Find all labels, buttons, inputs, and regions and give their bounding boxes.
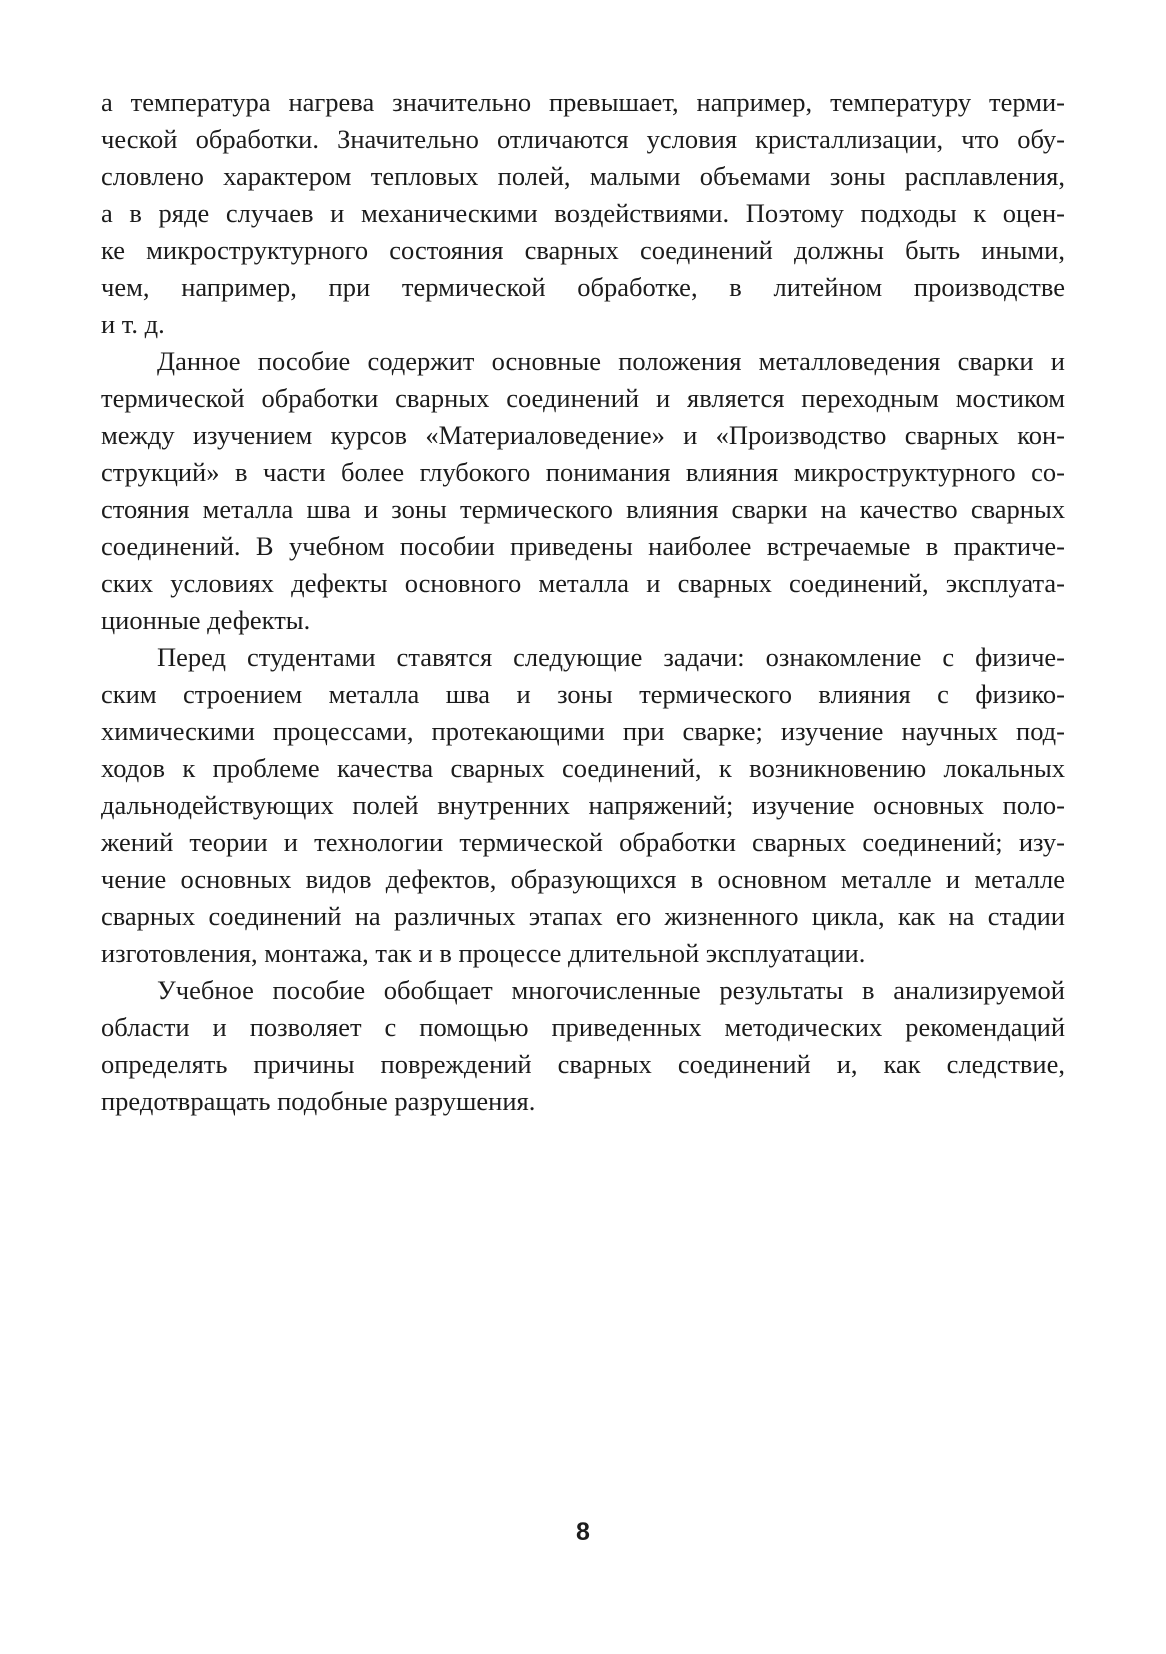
text-line: определять причины повреждений сварных соединений и, как следствие,	[101, 1049, 1065, 1079]
text-line: термической обработки сварных соединений и является переходным мостиком	[101, 383, 1065, 413]
text-line: словлено характером тепловых полей, малыми объемами зоны расплавления,	[101, 161, 1065, 191]
text-line: ционные дефекты.	[101, 605, 311, 635]
text-line: области и позволяет с помощью приведенных методических рекомендаций	[101, 1012, 1065, 1042]
text-line: изготовления, монтажа, так и в процессе длительной эксплуатации.	[101, 938, 866, 968]
text-line: предотвращать подобные разрушения.	[101, 1086, 536, 1116]
text-line: жений теории и технологии термической обработки сварных соединений; изу-	[101, 827, 1065, 857]
paragraph-2	[101, 343, 1065, 639]
text-line: сварных соединений на различных этапах его жизненного цикла, как на стадии	[101, 901, 1065, 931]
text-line: дальнодействующих полей внутренних напряжений; изучение основных поло-	[101, 790, 1065, 820]
text-line: ским строением металла шва и зоны термического влияния с физико-	[101, 679, 1065, 709]
text-line: ских условиях дефекты основного металла и сварных соединений, эксплуата-	[101, 568, 1065, 598]
body-text	[101, 84, 1065, 1120]
paragraph-1	[101, 84, 1065, 343]
text-line: соединений. В учебном пособии приведены наиболее встречаемые в практиче-	[101, 531, 1065, 561]
paragraph-4	[101, 972, 1065, 1120]
text-line: Учебное пособие обобщает многочисленные результаты в анализируемой	[157, 975, 1065, 1005]
text-line: а температура нагрева значительно превышает, например, температуру терми-	[101, 87, 1065, 117]
page-number: 8	[576, 1518, 590, 1546]
text-line: ческой обработки. Значительно отличаются условия кристаллизации, что обу-	[101, 124, 1065, 154]
text-line: и т. д.	[101, 309, 165, 339]
text-line: ке микроструктурного состояния сварных соединений должны быть иными,	[101, 235, 1065, 265]
text-line: Данное пособие содержит основные положения металловедения сварки и	[157, 346, 1065, 376]
text-line: а в ряде случаев и механическими воздействиями. Поэтому подходы к оцен-	[101, 198, 1065, 228]
text-line: стояния металла шва и зоны термического влияния сварки на качество сварных	[101, 494, 1065, 524]
text-line: чение основных видов дефектов, образующихся в основном металле и металле	[101, 864, 1065, 894]
text-line: между изучением курсов «Материаловедение» и «Производство сварных кон-	[101, 420, 1065, 450]
paragraph-3	[101, 639, 1065, 972]
text-line: Перед студентами ставятся следующие задачи: ознакомление с физиче-	[157, 642, 1065, 672]
text-line: струкций» в части более глубокого понимания влияния микроструктурного со-	[101, 457, 1065, 487]
text-line: чем, например, при термической обработке, в литейном производстве	[101, 272, 1065, 302]
text-line: химическими процессами, протекающими при сварке; изучение научных под-	[101, 716, 1065, 746]
text-line: ходов к проблеме качества сварных соединений, к возникновению локальных	[101, 753, 1065, 783]
